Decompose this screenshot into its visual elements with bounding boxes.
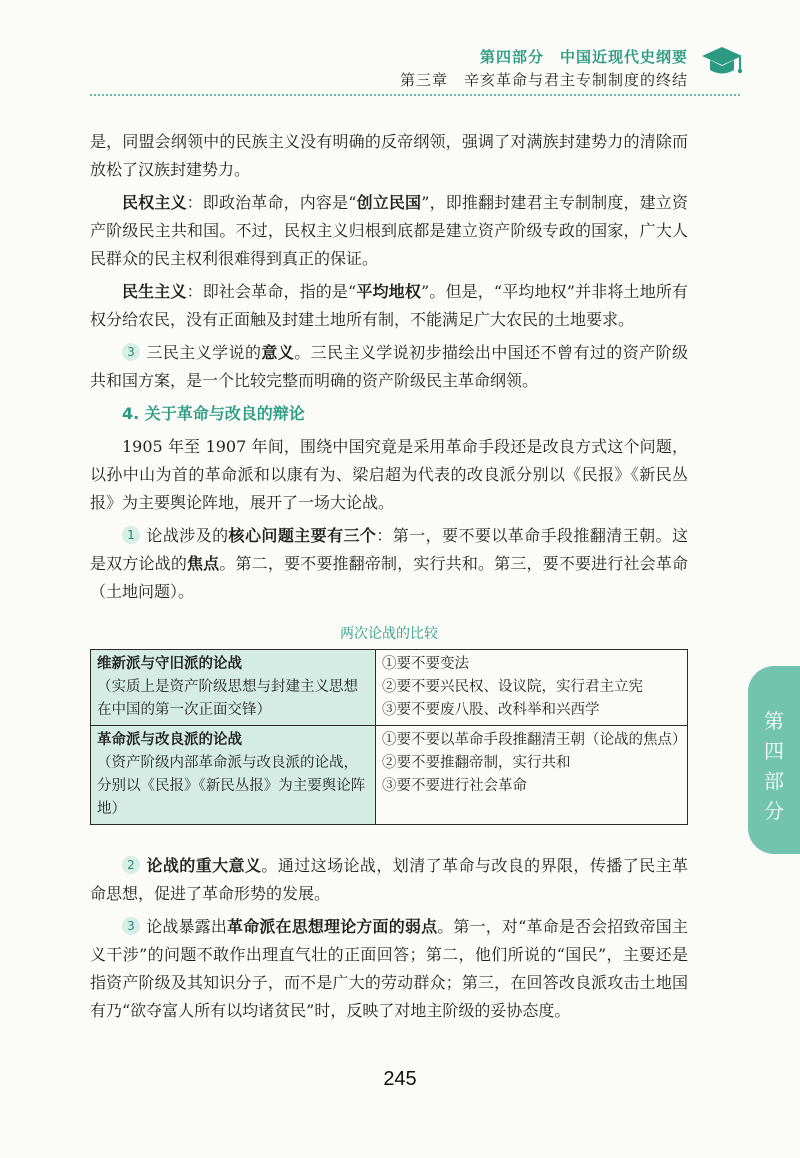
table-cell-issues bbox=[376, 650, 688, 726]
keyword: 焦点 bbox=[187, 554, 220, 573]
debate-note: （资产阶级内部革命派与改良派的论战，分别以《民报》《新民丛报》为主要舆论阵地） bbox=[97, 755, 366, 817]
circled-number: 1 bbox=[122, 526, 140, 544]
table-title: 两次论战的比较 bbox=[340, 626, 438, 642]
circled-number: 2 bbox=[122, 856, 140, 874]
side-tab-char: 分 bbox=[764, 799, 784, 823]
side-tab-char: 部 bbox=[764, 769, 784, 793]
keyword: 核心问题主要有三个 bbox=[228, 526, 377, 545]
table-cell-issues bbox=[376, 726, 688, 825]
part-side-tab bbox=[748, 666, 800, 854]
term: 民权主义 bbox=[122, 193, 187, 212]
paragraph: 民权主义：即政治革命，内容是“创立民国”，即推翻封建君主专制制度，建立资产阶级民主共和国。不过，民权主义归根到底都是建立资产阶级专政的国家，广大人民群众的民主权利很难得到真正的保证。 bbox=[90, 193, 688, 268]
debate-title: 维新派与守旧派的论战 bbox=[97, 656, 242, 672]
issue-item: ①要不要变法 bbox=[382, 656, 469, 672]
table-cell-debate bbox=[91, 650, 376, 726]
section-heading: 4. 关于革命与改良的辩论 bbox=[122, 404, 305, 423]
body-text bbox=[90, 128, 688, 611]
keyword: 平均地权 bbox=[356, 282, 421, 301]
issue-item: ③要不要废八股、改科举和兴西学 bbox=[382, 702, 600, 718]
paragraph: 民生主义：即社会革命，指的是“平均地权”。但是，“平均地权”并非将土地所有权分给农民，没有正面触及封建土地所有制，不能满足广大农民的土地要求。 bbox=[90, 282, 688, 329]
debate-note: （实质上是资产阶级思想与封建主义思想在中国的第一次正面交锋） bbox=[97, 679, 358, 718]
table-cell-debate bbox=[91, 726, 376, 825]
comparison-table bbox=[90, 649, 688, 825]
header-part-title: 第四部分 中国近现代史纲要 bbox=[479, 48, 688, 66]
side-tab-char: 四 bbox=[764, 739, 784, 763]
debate-title: 革命派与改良派的论战 bbox=[97, 732, 242, 748]
side-tab-char: 第 bbox=[764, 709, 784, 733]
keyword: 创立民国 bbox=[356, 193, 422, 212]
paragraph: 是，同盟会纲领中的民族主义没有明确的反帝纲领，强调了对满族封建势力的清除而放松了汉族封建势力。 bbox=[90, 132, 688, 179]
header-divider bbox=[90, 94, 740, 96]
keyword: 革命派在思想理论方面的弱点 bbox=[227, 917, 438, 936]
table-row bbox=[91, 726, 688, 825]
keyword: 意义 bbox=[261, 343, 295, 362]
keyword: 论战的重大意义 bbox=[146, 856, 262, 875]
issue-item: ③要不要进行社会革命 bbox=[382, 778, 527, 794]
circled-number: 3 bbox=[122, 343, 140, 361]
paragraph: 2 论战的重大意义。通过这场论战，划清了革命与改良的界限，传播了民主革命思想，促进了革命形势的发展。 bbox=[90, 856, 688, 903]
paragraph: 1 论战涉及的核心问题主要有三个：第一，要不要以革命手段推翻清王朝。这是双方论战的焦点。第二，要不要推翻帝制，实行共和。第三，要不要进行社会革命（土地问题）。 bbox=[90, 526, 688, 601]
graduation-cap-icon bbox=[700, 40, 744, 84]
issue-item: ②要不要兴民权、设议院，实行君主立宪 bbox=[382, 679, 643, 695]
paragraph: 1905 年至 1907 年间，围绕中国究竟是采用革命手段还是改良方式这个问题，以孙中山为首的革命派和以康有为、梁启超为代表的改良派分别以《民报》《新民丛报》为主要舆论阵地，展开了一场大论战。 bbox=[90, 437, 688, 512]
header-chapter-title: 第三章 辛亥革命与君主专制制度的终结 bbox=[399, 71, 688, 89]
issue-item: ②要不要推翻帝制，实行共和 bbox=[382, 755, 571, 771]
body-text-continued bbox=[90, 852, 688, 1030]
term: 民生主义 bbox=[122, 282, 187, 301]
circled-number: 3 bbox=[122, 917, 140, 935]
issue-item: ①要不要以革命手段推翻清王朝（论战的焦点） bbox=[382, 732, 687, 748]
paragraph: 3 论战暴露出革命派在思想理论方面的弱点。第一，对“革命是否会招致帝国主义干涉”的问题不敢作出理直气壮的正面回答；第二，他们所说的“国民”，主要还是指资产阶级及其知识分子，而不是广大的劳动群众；第三，在回答改良派攻击土地国有乃“欲夺富人所有以均诸贫民”时，反映了对地主阶级的妥协态度。 bbox=[90, 917, 688, 1020]
page-number: 245 bbox=[383, 1068, 417, 1090]
paragraph: 3 三民主义学说的意义。三民主义学说初步描绘出中国还不曾有过的资产阶级共和国方案，是一个比较完整而明确的资产阶级民主革命纲领。 bbox=[90, 343, 688, 390]
table-row bbox=[91, 650, 688, 726]
